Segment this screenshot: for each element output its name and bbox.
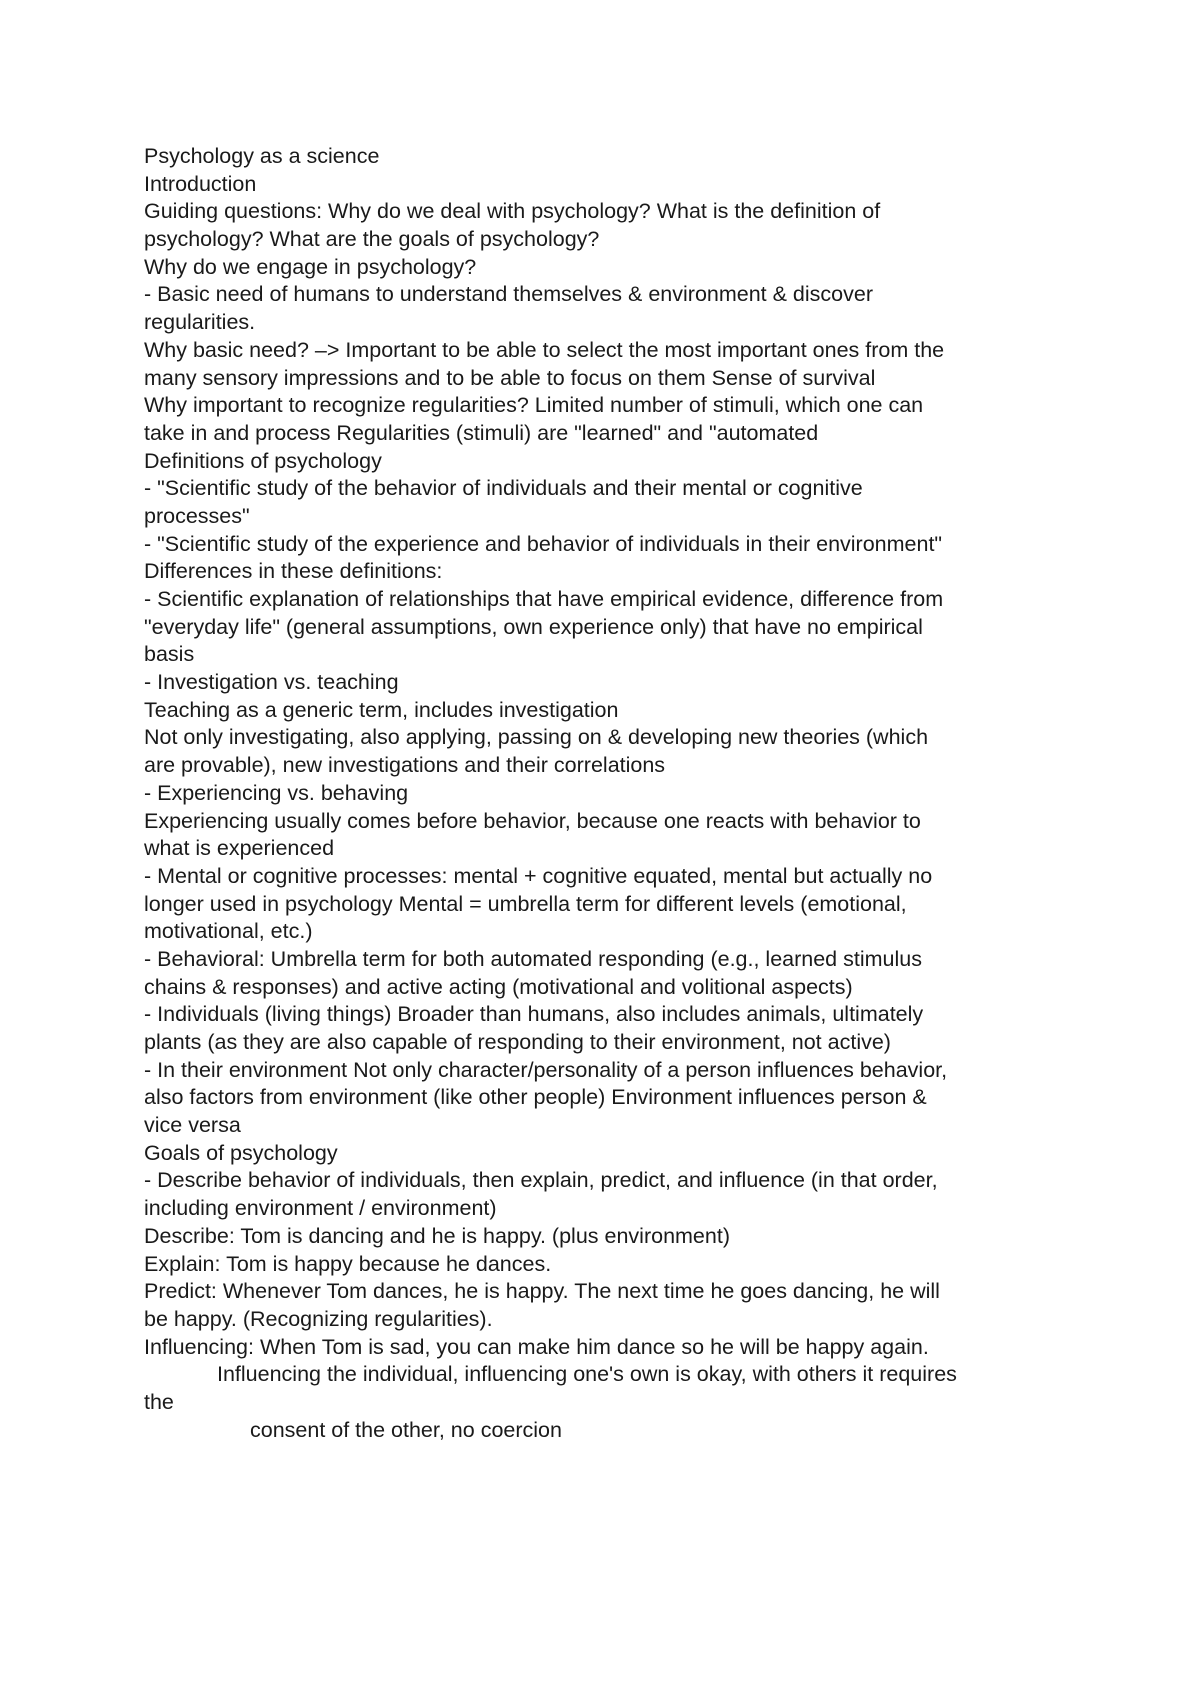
text-line: Describe: Tom is dancing and he is happy. (plus environment) bbox=[144, 1223, 730, 1248]
text-line: be happy. (Recognizing regularities). bbox=[144, 1306, 493, 1331]
text-line: what is experienced bbox=[144, 836, 335, 861]
document-title: Psychology as a science bbox=[144, 144, 380, 168]
section-heading: Definitions of psychology bbox=[144, 448, 382, 473]
text-line: many sensory impressions and to be able to focus on them Sense of survival bbox=[144, 365, 876, 390]
text-line: Not only investigating, also applying, passing on & developing new theories (which bbox=[144, 725, 929, 750]
text-line: "everyday life" (general assumptions, own experience only) that have no empirical bbox=[144, 614, 923, 639]
text-line: the bbox=[144, 1389, 174, 1414]
text-line: Experiencing usually comes before behavior, because one reacts with behavior to bbox=[144, 808, 921, 833]
text-line: Influencing: When Tom is sad, you can make him dance so he will be happy again. bbox=[144, 1334, 929, 1359]
text-line: Why basic need? –> Important to be able to select the most important ones from the bbox=[144, 337, 945, 362]
text-line: - In their environment Not only character/personality of a person influences behavior, bbox=[144, 1057, 948, 1082]
document-body bbox=[144, 143, 1064, 1444]
text-line: also factors from environment (like other people) Environment influences person & bbox=[144, 1085, 927, 1110]
text-line: - "Scientific study of the behavior of individuals and their mental or cognitive bbox=[144, 476, 863, 501]
section-heading: Goals of psychology bbox=[144, 1140, 338, 1165]
text-line: take in and process Regularities (stimuli) are "learned" and "automated bbox=[144, 420, 819, 445]
text-line: motivational, etc.) bbox=[144, 919, 313, 944]
text-line: regularities. bbox=[144, 310, 256, 335]
text-line: processes" bbox=[144, 503, 250, 528]
text-line: - "Scientific study of the experience and behavior of individuals in their environment" bbox=[144, 531, 943, 556]
text-line: - Mental or cognitive processes: mental + cognitive equated, mental but actually no bbox=[144, 863, 933, 888]
text-line: - Basic need of humans to understand themselves & environment & discover bbox=[144, 282, 873, 307]
text-line: chains & responses) and active acting (motivational and volitional aspects) bbox=[144, 974, 853, 999]
text-line: are provable), new investigations and their correlations bbox=[144, 753, 666, 778]
text-line: Teaching as a generic term, includes investigation bbox=[144, 697, 619, 722]
text-line: - Experiencing vs. behaving bbox=[144, 780, 409, 805]
text-line: - Individuals (living things) Broader than humans, also includes animals, ultimately bbox=[144, 1002, 924, 1027]
indented-text-line: Influencing the individual, influencing one's own is okay, with others it requires bbox=[217, 1362, 957, 1387]
text-line: longer used in psychology Mental = umbrella term for different levels (emotional, bbox=[144, 891, 907, 916]
text-line: Differences in these definitions: bbox=[144, 559, 443, 584]
text-line: - Behavioral: Umbrella term for both automated responding (e.g., learned stimulus bbox=[144, 946, 922, 971]
text-line: psychology? What are the goals of psychology? bbox=[144, 227, 600, 252]
text-line: - Investigation vs. teaching bbox=[144, 670, 399, 695]
text-line: Explain: Tom is happy because he dances. bbox=[144, 1251, 552, 1276]
indented-text-line: consent of the other, no coercion bbox=[250, 1417, 562, 1442]
section-heading: Introduction bbox=[144, 171, 257, 196]
text-line: including environment / environment) bbox=[144, 1196, 497, 1221]
text-line: - Describe behavior of individuals, then explain, predict, and influence (in that order, bbox=[144, 1168, 938, 1193]
text-line: basis bbox=[144, 642, 195, 667]
text-line: vice versa bbox=[144, 1113, 241, 1138]
text-line: Why important to recognize regularities? Limited number of stimuli, which one can bbox=[144, 393, 924, 418]
text-line: Why do we engage in psychology? bbox=[144, 254, 477, 279]
text-line: - Scientific explanation of relationships that have empirical evidence, difference from bbox=[144, 587, 944, 611]
text-line: plants (as they are also capable of responding to their environment, not active) bbox=[144, 1030, 891, 1054]
text-line: Guiding questions: Why do we deal with psychology? What is the definition of bbox=[144, 199, 881, 224]
text-line: Predict: Whenever Tom dances, he is happy. The next time he goes dancing, he will bbox=[144, 1279, 940, 1304]
